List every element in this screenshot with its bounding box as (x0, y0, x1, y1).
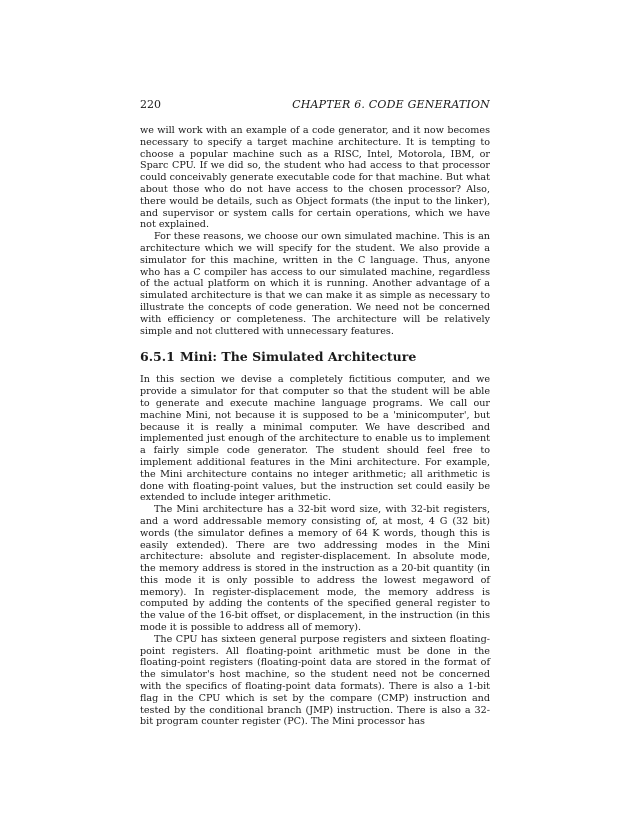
paragraph: The CPU has sixteen general purpose registers and sixteen floating-point registers. All floating-point arithmetic must be done in the floating-point registers (floating-point data are stored in the format of the simulator's host machine, so the student need not be concerned with the specifics of floating-point data formats). There is also a 1-bit flag in the CPU which is set by the compare (CMP) instruction and tested by the conditional branch (JMP) instruction. There is also a 32-bit program counter register (PC). The Mini processor has (140, 633, 490, 728)
running-head: CHAPTER 6. CODE GENERATION (292, 98, 490, 111)
paragraph: For these reasons, we choose our own simulated machine. This is an architecture which we will specify for the student. We also provide a simulator for this machine, written in the C language. Thus, anyone who has a C compiler has access to our simulated machine, regardless of the actual platform on which it is running. Another advantage of a simulated architecture is that we can make it as simple as necessary to illustrate the concepts of code generation. We need not be concerned with efficiency or completeness. The architecture will be relatively simple and not cluttered with unnecessary features. (140, 231, 490, 337)
paragraph: we will work with an example of a code generator, and it now becomes necessary to specify a target machine architecture. It is tempting to choose a popular machine such as a RISC, Intel, Motorola, IBM, or Sparc CPU. If we did so, the student who had access to that processor could conceivably generate executable code for that machine. But what about those who do not have access to the chosen processor? Also, there would be details, such as Object formats (the input to the linker), and supervisor or system calls for certain operations, which we have not explained. (140, 125, 490, 231)
section-heading (140, 349, 490, 364)
page-header (140, 98, 490, 112)
page-number: 220 (140, 98, 161, 111)
paragraph: The Mini architecture has a 32-bit word size, with 32-bit registers, and a word addressable memory consisting of, at most, 4 G (32 bit) words (the simulator defines a memory of 64 K words, though this is easily extended). There are two addressing modes in the Mini architecture: absolute and register-displacement. In absolute mode, the memory address is stored in the instruction as a 20-bit quantity (in this mode it is only possible to address the lowest megaword of memory). In register-displacement mode, the memory address is computed by adding the contents of the specified general register to the value of the 16-bit offset, or displacement, in the instruction (in this mode it is possible to address all of memory). (140, 504, 490, 634)
section-title: Mini: The Simulated Architecture (180, 349, 417, 365)
paragraph: In this section we devise a completely fictitious computer, and we provide a simulator for that computer so that the student will be able to generate and execute machine language programs. We call our machine Mini, not because it is supposed to be a 'minicomputer', but because it is really a minimal computer. We have described and implemented just enough of the architecture to enable us to implement a fairly simple code generator. The student should feel free to implement additional features in the Mini architecture. For example, the Mini architecture contains no integer arithmetic; all arithmetic is done with floating-point values, but the instruction set could easily be extended to include integer arithmetic. (140, 374, 490, 504)
body-text (140, 125, 490, 728)
section-number: 6.5.1 (140, 349, 175, 365)
